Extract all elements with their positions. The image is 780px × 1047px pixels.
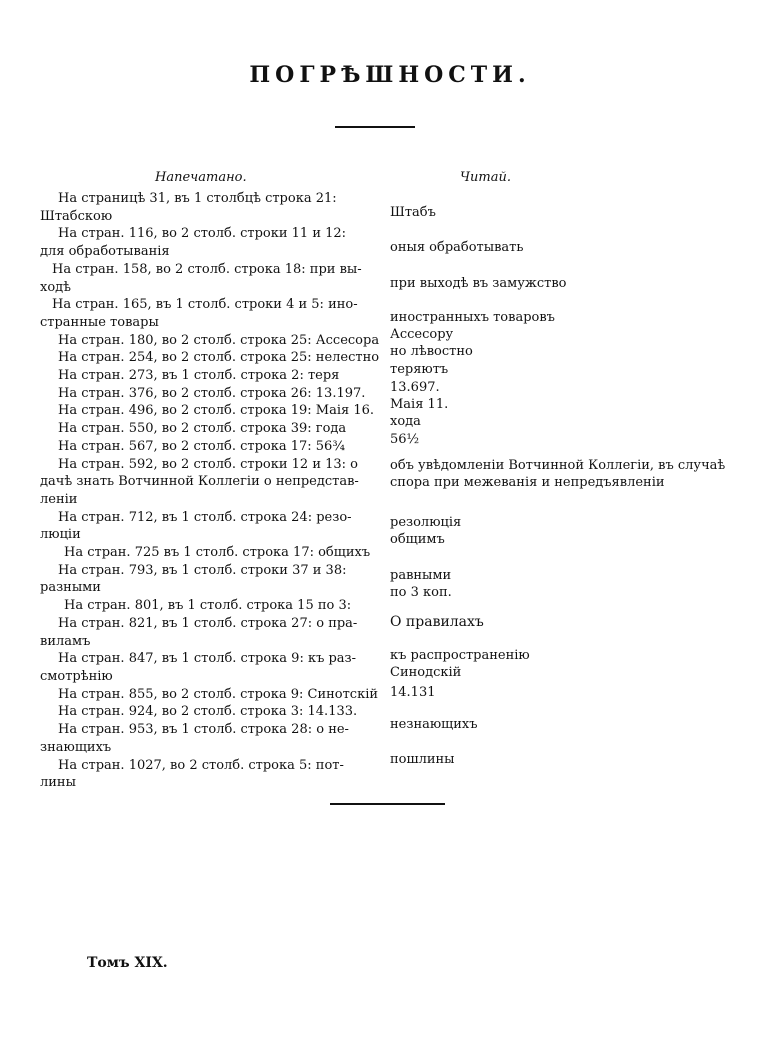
page-title: ПОГРѢШНОСТИ.	[249, 62, 531, 88]
errata-line: На стран. 1027, во 2 столб. строка 5: пот-	[58, 757, 344, 773]
errata-line: На стран. 273, въ 1 столб. строка 2: теря	[58, 368, 340, 384]
correction-line: 56½	[390, 432, 420, 447]
errata-line: знающихъ	[40, 739, 112, 755]
column-header-printed: Напечатано.	[155, 170, 247, 185]
errata-line: смотрѣнію	[40, 668, 113, 684]
correction-line: къ распространенію	[390, 648, 530, 663]
errata-line: лины	[40, 775, 76, 791]
errata-line: люціи	[40, 527, 81, 543]
volume-footer: Томъ XIX.	[87, 955, 168, 971]
errata-line: На стран. 376, во 2 столб. строка 26: 13.197.	[58, 385, 366, 401]
correction-line: 13.697.	[390, 380, 440, 395]
errata-line: На стран. 924, во 2 столб. строка 3: 14.133.	[58, 704, 358, 720]
errata-line: На стран. 725 въ 1 столб. строка 17: общихъ	[64, 545, 371, 561]
errata-line: На стран. 712, въ 1 столб. строка 24: резо-	[58, 509, 352, 525]
correction-line: Ассесору	[390, 327, 454, 342]
errata-line: На стран. 592, во 2 столб. строки 12 и 13: о	[58, 456, 358, 472]
correction-line: 14.131	[390, 685, 436, 700]
correction-line: по 3 коп.	[390, 585, 452, 600]
correction-line: Штабъ	[390, 205, 436, 220]
correction-line: пошлины	[390, 752, 455, 767]
title-divider	[335, 126, 415, 128]
errata-line: На стран. 821, въ 1 столб. строка 27: о пра-	[58, 615, 358, 631]
correction-line: равными	[390, 568, 452, 583]
errata-printed-column	[40, 190, 380, 792]
correction-line: хода	[390, 414, 421, 429]
errata-line: На стран. 847, въ 1 столб. строка 9: къ раз-	[58, 651, 357, 667]
errata-line: виламъ	[40, 633, 91, 649]
correction-line: Маія 11.	[390, 397, 449, 412]
errata-line: На стран. 801, въ 1 столб. строка 15 по 3:	[64, 598, 352, 614]
errata-line: На стран. 254, во 2 столб. строка 25: нелестно	[58, 350, 380, 366]
errata-line: ходѣ	[40, 279, 72, 295]
errata-line: На стран. 550, во 2 столб. строка 39: года	[58, 421, 347, 437]
errata-line: На стран. 567, во 2 столб. строка 17: 56¾	[58, 438, 345, 454]
correction-line: оныя обработывать	[390, 240, 524, 255]
correction-line: общимъ	[390, 532, 445, 547]
correction-line: теряютъ	[390, 362, 449, 377]
correction-line: резолюція	[390, 515, 462, 530]
bottom-divider	[330, 803, 445, 805]
errata-line: На страницѣ 31, въ 1 столбцѣ строка 21:	[58, 191, 337, 206]
errata-line: Штабскою	[40, 208, 113, 224]
errata-line: для обработыванія	[40, 244, 170, 260]
correction-line: незнающихъ	[390, 717, 478, 732]
errata-line: На стран. 953, въ 1 столб. строка 28: о не-	[58, 722, 349, 738]
errata-line: дачѣ знать Вотчинной Коллегіи о непредстав-	[40, 474, 359, 490]
column-header-read: Читай.	[460, 170, 512, 185]
correction-line: объ увѣдомленіи Вотчинной Коллегіи, въ случаѣ	[390, 458, 726, 473]
errata-line: На стран. 165, въ 1 столб. строки 4 и 5: ино-	[52, 297, 358, 313]
errata-line: На стран. 855, во 2 столб. строка 9: Синотскій	[58, 686, 379, 702]
errata-line: На стран. 116, во 2 столб. строки 11 и 12:	[58, 226, 347, 242]
correction-line: но лѣвостно	[390, 344, 473, 359]
errata-line: На стран. 793, въ 1 столб. строки 37 и 38:	[58, 562, 347, 578]
errata-line: На стран. 158, во 2 столб. строка 18: при вы-	[52, 261, 362, 277]
errata-line: На стран. 180, во 2 столб. строка 25: Ассесора	[58, 332, 380, 348]
correction-line: спора при межеванія и непредъявленіи	[390, 475, 665, 490]
errata-line: леніи	[40, 491, 78, 507]
correction-line: О правилахъ	[390, 614, 484, 630]
correction-line: при выходѣ въ замужство	[390, 276, 567, 291]
correction-line: Синодскій	[390, 665, 462, 680]
correction-line: иностранныхъ товаровъ	[390, 310, 555, 325]
errata-line: странные товары	[40, 314, 159, 330]
errata-line: разными	[40, 580, 101, 596]
errata-line: На стран. 496, во 2 столб. строка 19: Маія 16.	[58, 403, 375, 419]
